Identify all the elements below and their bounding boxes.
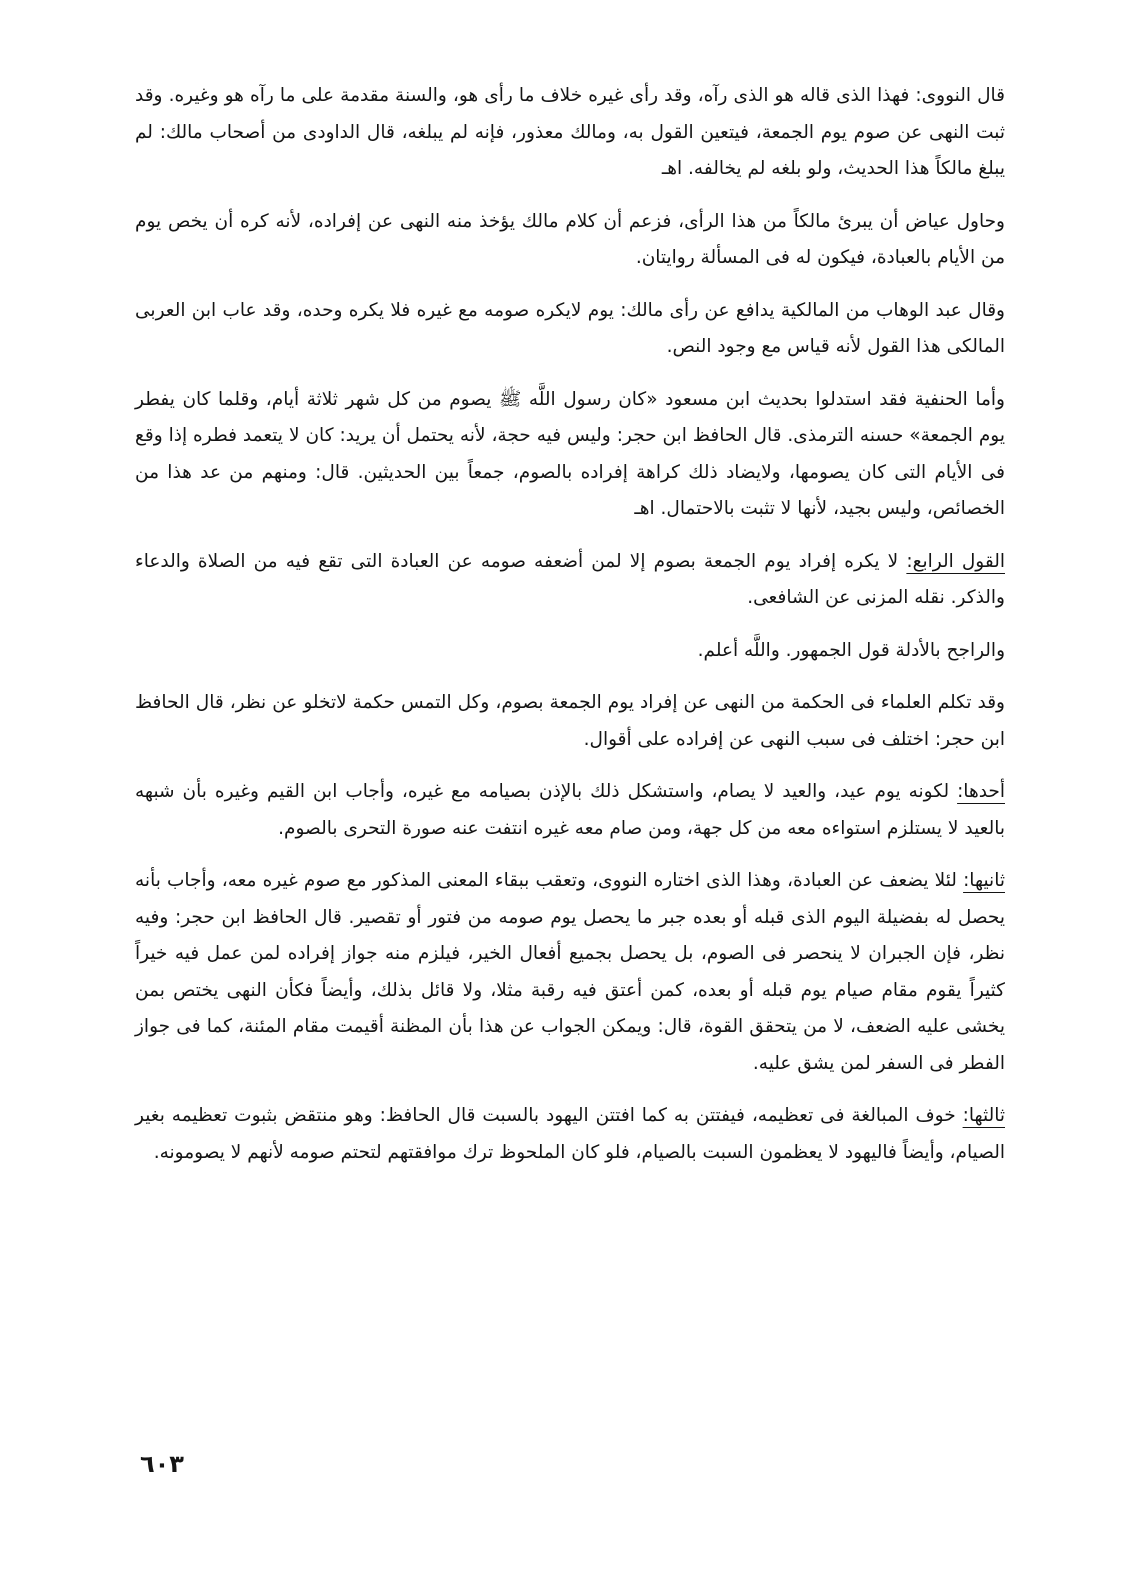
paragraph-text: وأما الحنفية فقد استدلوا بحديث ابن مسعود «كان رسول اللَّه ﷺ يصوم من كل شهر ثلاثة أيام، وقلما كان يفطر يوم الجمعة» حسنه الترمذى. قال الحافظ ابن حجر: وليس فيه حجة، لأنه يحتمل أن يريد: كان لا يتعمد فطره إذا وقع فى الأيام التى كان يصومها، ولايضاد ذلك كراهة إفراده بالصوم، جمعاً بين الحديثين. قال: ومنهم من عد هذا من الخصائص، وليس بجيد، لأنها لا تثبت بالاحتمال. اهـ <box>135 388 1005 519</box>
paragraph-text: قال النووى: فهذا الذى قاله هو الذى رآه، وقد رأى غيره خلاف ما رأى هو، والسنة مقدمة على ما رآه هو وغيره. وقد ثبت النهى عن صوم يوم الجمعة، فيتعين القول به، ومالك معذور، فإنه لم يبلغه، قال الداودى من أصحاب مالك: لم يبلغ مالكاً هذا الحديث، ولو بلغه لم يخالفه. اهـ <box>135 85 1005 179</box>
paragraph-third-reason <box>135 1098 1005 1171</box>
document-page <box>135 78 1005 1187</box>
paragraph-text: وقد تكلم العلماء فى الحكمة من النهى عن إفراد يوم الجمعة بصوم، وكل التمس حكمة لاتخلو عن نظر، قال الحافظ ابن حجر: اختلف فى سبب النهى عن إفراده على أقوال. <box>135 692 1005 750</box>
paragraph-lead: ثالثها: <box>962 1105 1005 1126</box>
paragraph-first-reason <box>135 774 1005 847</box>
paragraph-preferred-view <box>135 633 1005 670</box>
paragraph-text: والراجح بالأدلة قول الجمهور. واللَّه أعلم. <box>697 639 1005 661</box>
paragraph-nawawi <box>135 78 1005 188</box>
paragraph-hanafiyya <box>135 382 1005 528</box>
paragraph-text: لئلا يضعف عن العبادة، وهذا الذى اختاره النووى، وتعقب ببقاء المعنى المذكور مع صوم غيره معه، وأجاب بأنه يحصل له بفضيلة اليوم الذى قبله أو بعده جبر ما يحصل يوم صومه من فتور أو تقصير. قال الحافظ ابن حجر: وفيه نظر، فإن الجبران لا ينحصر فى الصوم، بل يحصل بجميع أفعال الخير، فيلزم منه جواز إفراده لمن عمل فيه خيراً كثيراً يقوم مقام صيام يوم قبله أو بعده، كمن أعتق فيه رقبة مثلا، ولا قائل بذلك، وأيضاً فكأن النهى يختص بمن يخشى عليه الضعف، لا من يتحقق القوة، قال: ويمكن الجواب عن هذا بأن المظنة أقيمت مقام المئنة، كما فى جواز الفطر فى السفر لمن يشق عليه. <box>135 870 1005 1074</box>
paragraph-abdulwahhab <box>135 293 1005 366</box>
paragraph-lead: القول الرابع: <box>906 550 1005 572</box>
paragraph-text: لكونه يوم عيد، والعيد لا يصام، واستشكل ذلك بالإذن بصيامه مع غيره، وأجاب ابن القيم وغيره بأن شبهه بالعيد لا يستلزم استواءه معه من كل جهة، ومن صام معه غيره انتفت عنه صورة التحرى بالصوم. <box>135 781 1005 839</box>
paragraph-lead: ثانيها: <box>963 870 1005 891</box>
paragraph-lead: أحدها: <box>957 781 1005 802</box>
paragraph-wisdom <box>135 685 1005 758</box>
paragraph-text: خوف المبالغة فى تعظيمه، فيفتتن به كما افتتن اليهود بالسبت قال الحافظ: وهو منتقض بثبوت تعظيمه بغير الصيام، وأيضاً فاليهود لا يعظمون السبت بالصيام، فلو كان الملحوظ ترك موافقتهم لتحتم صومه لأنهم لا يصومونه. <box>135 1105 1005 1163</box>
paragraph-text: لا يكره إفراد يوم الجمعة بصوم إلا لمن أضعفه صومه عن العبادة التى تقع فيه من الصلاة والدعاء والذكر. نقله المزنى عن الشافعى. <box>135 550 1005 608</box>
paragraph-iyad <box>135 204 1005 277</box>
paragraph-text: وقال عبد الوهاب من المالكية يدافع عن رأى مالك: يوم لايكره صومه مع غيره فلا يكره وحده، وقد عاب ابن العربى المالكى هذا القول لأنه قياس مع وجود النص. <box>135 299 1005 357</box>
page-number: ٦٠٣ <box>140 1450 184 1478</box>
paragraph-second-reason <box>135 863 1005 1082</box>
paragraph-fourth-opinion <box>135 544 1005 617</box>
paragraph-text: وحاول عياض أن يبرئ مالكاً من هذا الرأى، فزعم أن كلام مالك يؤخذ منه النهى عن إفراده، لأنه كره أن يخص يوم من الأيام بالعبادة، فيكون له فى المسألة روايتان. <box>135 210 1005 268</box>
